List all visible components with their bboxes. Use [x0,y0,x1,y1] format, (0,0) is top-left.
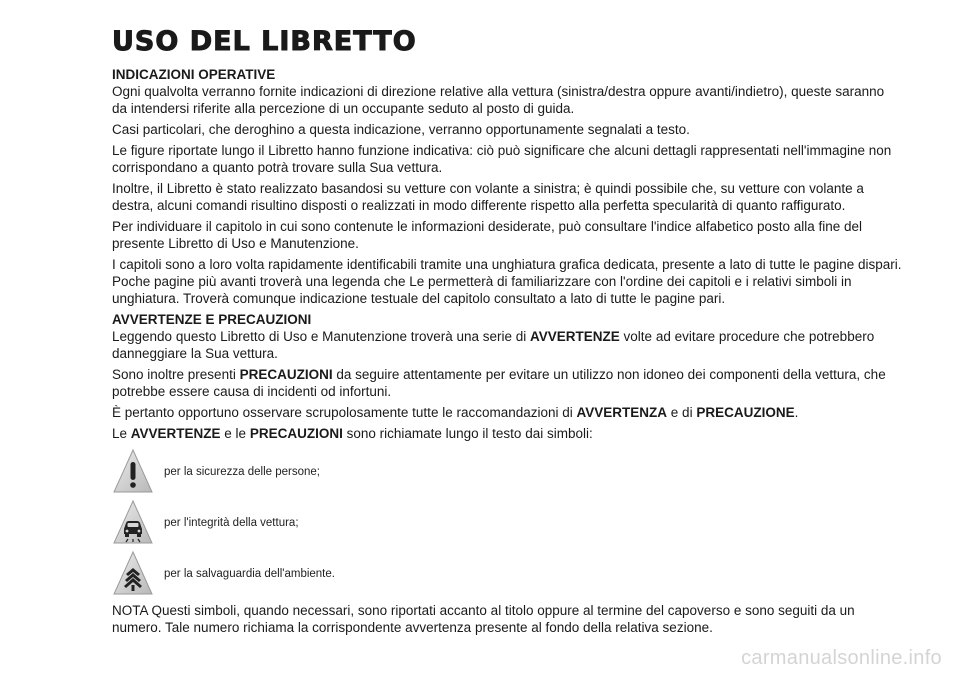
text-run: Le [112,426,131,441]
symbol-item-environment [112,550,902,598]
paragraph [112,328,902,362]
text-run: sono richiamate lungo il testo dai simboli: [342,426,593,441]
paragraph: Casi particolari, che deroghino a questa indicazione, verranno opportunamente segnalati a testo. [112,122,690,137]
car-skid-icon [112,499,154,547]
paragraph: I capitoli sono a loro volta rapidamente identificabili tramite una unghiatura grafica dedicata, presente a lato di tutte le pagine dispari. Poche pagine più avanti troverà una legenda che Le permetterà di familiarizzare con l'ordine dei capitoli e i relativi simboli in unghiatura. Troverà comunque indicazione testuale del capitolo consultato a lato di tutte le pagine pari. [112,257,902,306]
keyword-precauzione: PRECAUZIONE [696,405,795,420]
tree-environment-icon [112,550,154,598]
keyword-avvertenze: AVVERTENZE [530,329,620,344]
paragraph: Le figure riportate lungo il Libretto hanno funzione indicativa: ciò può significare che alcuni dettagli rappresentati nell'immagine non corrispondano a quanto potrà trovare sulla Sua vettura. [112,143,892,175]
keyword-precauzioni: PRECAUZIONI [249,426,343,441]
paragraph: Inoltre, il Libretto è stato realizzato basandosi su vetture con volante a sinistra; è quindi possibile che, su vetture con volante a destra, alcuni comandi risultino disposti o realizzati in modo differente rispetto alla perfetta specularità di quanto raffigurato. [112,181,864,213]
symbol-label: per la sicurezza delle persone; [164,466,320,478]
keyword-avvertenza: AVVERTENZA [576,405,668,420]
text-run: da seguire attentamente per evitare un utilizzo non idoneo dei componenti della vettura, che potrebbe essere causa di incidenti od infortuni. [112,367,886,399]
symbol-item-vehicle [112,499,902,547]
text-run: Leggendo questo Libretto di Uso e Manutenzione troverà una serie di [112,329,531,344]
symbol-label: per l'integrità della vettura; [164,517,299,529]
symbol-list [112,448,902,598]
watermark: carmanualsonline.info [741,647,942,669]
paragraph [112,366,902,400]
symbol-item-safety [112,448,902,496]
text-run: e le [220,426,250,441]
text-run: . [794,405,799,420]
text-run: volte ad evitare procedure che potrebbero danneggiare la Sua vettura. [112,329,875,361]
paragraph: Per individuare il capitolo in cui sono contenute le informazioni desiderate, può consultare l'indice alfabetico posto alla fine del presente Libretto di Uso e Manutenzione. [112,219,863,251]
manual-page [112,26,902,640]
text-run: Sono inoltre presenti [112,367,240,382]
text-run: e di [667,405,697,420]
warning-exclamation-icon [112,448,154,496]
section-heading-avvertenze: AVVERTENZE E PRECAUZIONI [112,312,312,327]
paragraph [112,404,902,421]
symbol-label: per la salvaguardia dell'ambiente. [164,568,335,580]
keyword-avvertenze: AVVERTENZE [130,426,221,441]
text-run: È pertanto opportuno osservare scrupolosamente tutte le raccomandazioni di [112,405,577,420]
paragraph [112,425,902,442]
note-paragraph: NOTA Questi simboli, quando necessari, sono riportati accanto al titolo oppure al termine del capoverso e sono seguiti da un numero. Tale numero richiama la corrispondente avvertenza presente al fondo della relativa sezione. [112,603,855,635]
section-heading-indicazioni: INDICAZIONI OPERATIVE [112,67,276,82]
page-title: USO DEL LIBRETTO [112,26,417,57]
keyword-precauzioni: PRECAUZIONI [239,367,333,382]
paragraph: Ogni qualvolta verranno fornite indicazioni di direzione relative alla vettura (sinistra/destra oppure avanti/indietro), queste saranno da intendersi riferite alla percezione di un occupante seduto al posto di guida. [112,84,885,116]
